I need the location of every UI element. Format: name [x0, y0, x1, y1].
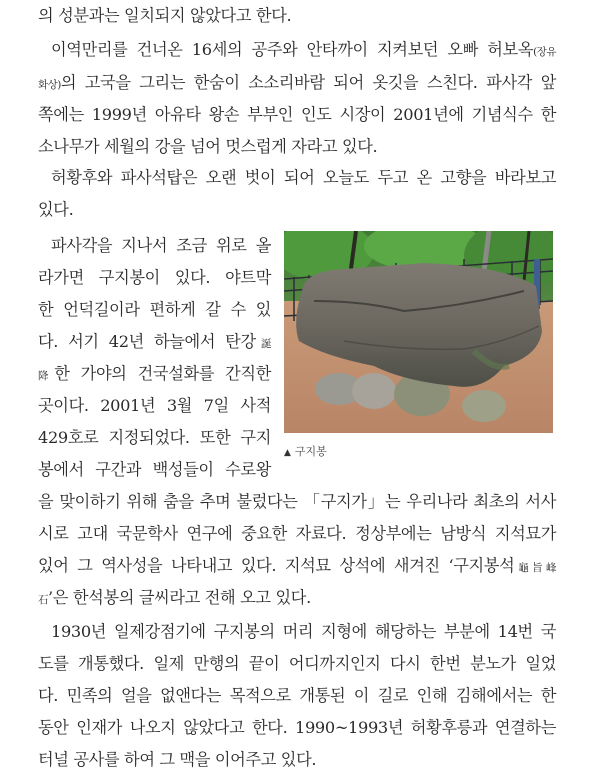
text-line: 의 성분과는 일치되지 않았다고 한다.: [38, 6, 292, 25]
text-line: 시로 고대 국문학사 연구에 중요한 자료다. 정상부에는 남방식 지석묘가: [38, 524, 556, 543]
gujibong-dolmen-photo: [284, 231, 553, 433]
hanja-annotation: 龜旨峰: [514, 562, 557, 574]
text-line: [38, 35, 556, 65]
text-line: [38, 583, 311, 613]
text-span: ’은 한석봉의 글씨라고 전해 오고 있다.: [48, 588, 311, 607]
text-line: [38, 327, 271, 357]
hanja-annotation: 誕: [255, 338, 271, 350]
text-line: 다. 민족의 얼을 없앤다는 목적으로 개통된 이 길로 인해 김해에서는 한: [38, 686, 556, 705]
text-span: 한 가야의 건국설화를 간직한: [54, 364, 271, 383]
annotation-note: (장유: [533, 46, 556, 58]
text-line: 도를 개통했다. 일제 만행의 끝이 어디까지인지 다시 한번 분노가 일었: [38, 654, 556, 673]
text-span: 있어 그 역사성을 나타내고 있다. 지석묘 상석에 새겨진 ‘구지봉석: [38, 556, 515, 575]
text-span: 다. 서기 42년 하늘에서 탄강: [38, 332, 256, 351]
text-line: 봉에서 구간과 백성들이 수로왕: [38, 460, 271, 479]
text-line: 소나무가 세월의 강을 넘어 멋스럽게 자라고 있다.: [38, 137, 378, 156]
text-line: 을 맞이하기 위해 춤을 추며 불렀다는 「구지가」는 우리나라 최초의 서사: [38, 492, 556, 511]
annotation-note: 화상): [38, 79, 61, 91]
text-line: 파사각을 지나서 조금 위로 올: [51, 236, 271, 255]
text-line: 있다.: [38, 200, 74, 219]
text-span: 의 고국을 그리는 한숨이 소소리바람 되어 옷깃을 스친다. 파사각 앞: [60, 73, 556, 92]
text-line: 429호로 지정되었다. 또한 구지: [38, 428, 271, 447]
text-line: 라가면 구지봉이 있다. 야트막: [38, 268, 271, 287]
text-line: [38, 551, 556, 581]
text-line: 1930년 일제강점기에 구지봉의 머리 지형에 해당하는 부분에 14번 국: [51, 622, 556, 641]
text-span: 이역만리를 건너온 16세의 공주와 안타까이 지켜보던 오빠 허보옥: [51, 40, 534, 59]
text-line: [38, 359, 271, 389]
dolmen-image: [284, 231, 553, 433]
text-line: 터널 공사를 하여 그 맥을 이어주고 있다.: [38, 750, 317, 769]
text-line: [38, 68, 556, 98]
triangle-up-icon: ▲: [284, 448, 291, 458]
text-line: 한 언덕길이라 편하게 갈 수 있: [38, 300, 271, 319]
hanja-annotation: 降: [38, 370, 55, 382]
text-line: 쪽에는 1999년 아유타 왕손 부부인 인도 시장이 2001년에 기념식수 한: [38, 105, 556, 124]
photo-caption: [284, 443, 327, 461]
text-line: 동안 인재가 나오지 않았다고 한다. 1990~1993년 허황후릉과 연결하는: [38, 718, 556, 737]
hanja-annotation: 石: [38, 594, 48, 606]
text-line: 허황후와 파사석탑은 오랜 벗이 되어 오늘도 두고 온 고향을 바라보고: [51, 168, 556, 187]
text-line: 곳이다. 2001년 3월 7일 사적: [38, 396, 271, 415]
caption-text: 구지봉: [294, 445, 327, 458]
